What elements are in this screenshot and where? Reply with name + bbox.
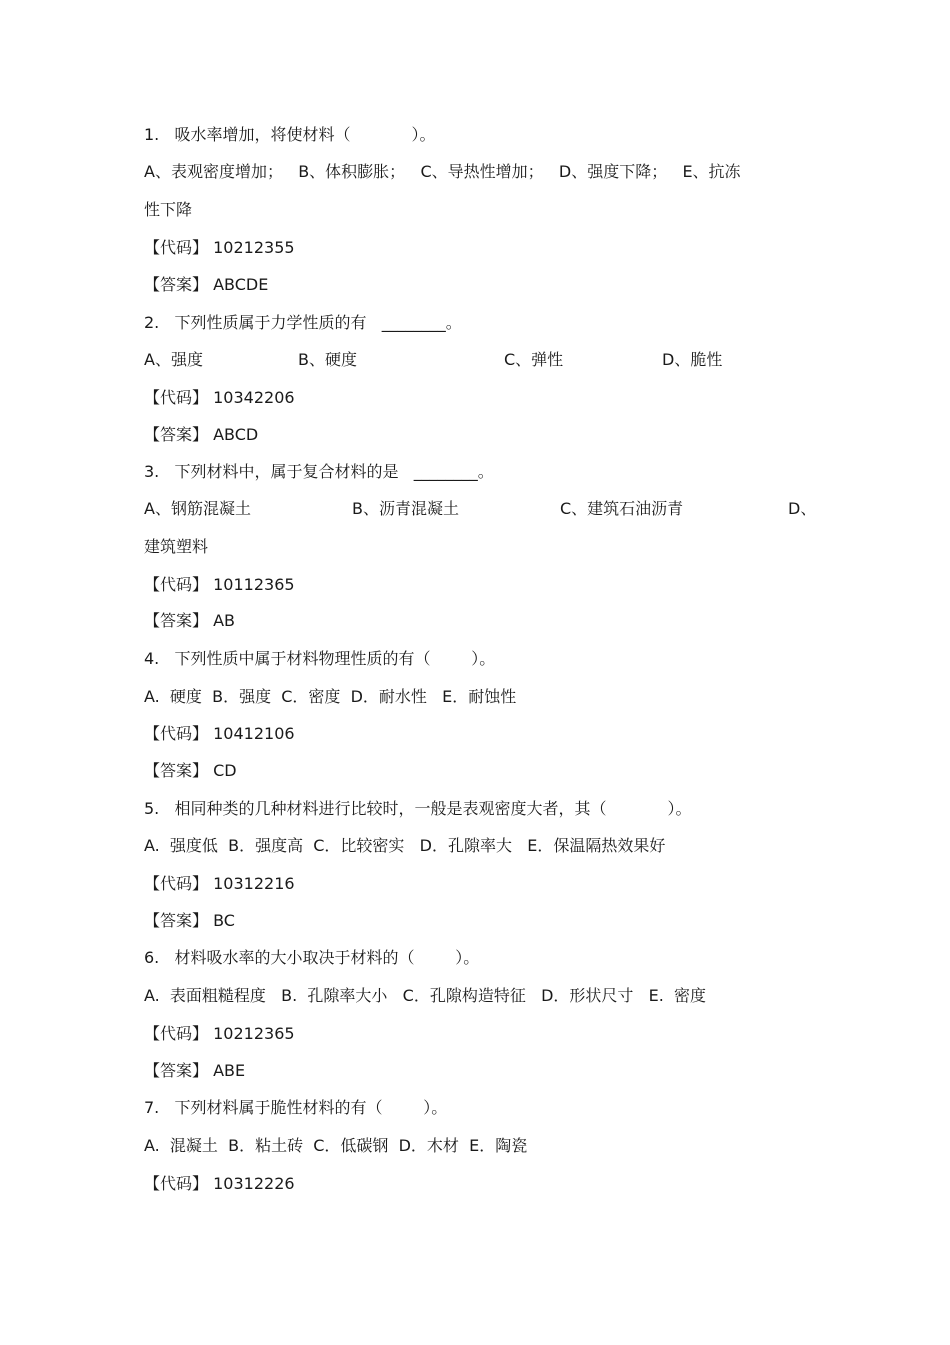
question-2-answer	[144, 422, 258, 448]
code-value: 10112365	[213, 575, 295, 594]
question-4-options: A. 硬度 B．强度 C．密度 D．耐水性 E．耐蚀性	[144, 687, 517, 706]
code-label: 【代码】	[144, 724, 209, 743]
code-label: 【代码】	[144, 575, 209, 594]
question-1-answer	[144, 272, 268, 298]
answer-value: BC	[213, 911, 235, 930]
code-label: 【代码】	[144, 238, 209, 257]
answer-label: 【答案】	[144, 425, 209, 444]
code-value: 10412106	[213, 724, 295, 743]
code-value: 10212365	[213, 1024, 295, 1043]
option-d: D、	[788, 499, 817, 518]
answer-value: AB	[213, 611, 236, 630]
question-6-stem: 6. 材料吸水率的大小取决于材料的（ ）。	[144, 948, 480, 967]
question-6-code	[144, 1021, 295, 1047]
question-3-options	[144, 496, 817, 522]
code-value: 10342206	[213, 388, 295, 407]
question-2-code	[144, 385, 295, 411]
code-value: 10212355	[213, 238, 295, 257]
option-d: D、脆性	[662, 350, 723, 369]
question-7-code	[144, 1171, 295, 1197]
code-label: 【代码】	[144, 874, 209, 893]
question-5-options: A. 强度低 B．强度高 C．比较密实 D．孔隙率大 E．保温隔热效果好	[144, 836, 666, 855]
option-c: C、建筑石油沥青	[560, 499, 684, 518]
answer-label: 【答案】	[144, 275, 209, 294]
question-5-code	[144, 871, 295, 897]
code-label: 【代码】	[144, 1024, 209, 1043]
code-value: 10312226	[213, 1174, 295, 1193]
question-4-code	[144, 721, 295, 747]
question-2-options	[144, 347, 804, 373]
question-1-options: A、表观密度增加； B、体积膨胀； C、导热性增加； D、强度下降； E、抗冻	[144, 162, 741, 181]
code-value: 10312216	[213, 874, 295, 893]
answer-value: ABE	[213, 1061, 246, 1080]
answer-label: 【答案】	[144, 761, 209, 780]
option-c: C、弹性	[504, 350, 564, 369]
answer-label: 【答案】	[144, 1061, 209, 1080]
code-label: 【代码】	[144, 388, 209, 407]
question-3-stem: 3. 下列材料中，属于复合材料的是 ________。	[144, 462, 494, 481]
answer-label: 【答案】	[144, 611, 209, 630]
question-1-stem: 1. 吸水率增加，将使材料（ ）。	[144, 125, 436, 144]
question-1-code	[144, 235, 295, 261]
question-4-stem: 4. 下列性质中属于材料物理性质的有（ ）。	[144, 649, 496, 668]
question-2-stem: 2. 下列性质属于力学性质的有 ________。	[144, 313, 462, 332]
question-7-options: A. 混凝土 B．粘土砖 C．低碳钢 D．木材 E．陶瓷	[144, 1136, 528, 1155]
question-4-answer	[144, 758, 237, 784]
question-3-answer	[144, 608, 235, 634]
answer-value: ABCDE	[213, 275, 269, 294]
question-5-answer	[144, 908, 235, 934]
answer-value: CD	[213, 761, 237, 780]
option-b: B、硬度	[298, 350, 357, 369]
question-7-stem: 7. 下列材料属于脆性材料的有（ ）。	[144, 1098, 448, 1117]
answer-value: ABCD	[213, 425, 259, 444]
question-6-options: A. 表面粗糙程度 B. 孔隙率大小 C．孔隙构造特征 D．形状尺寸 E. 密度	[144, 986, 707, 1005]
option-b: B、沥青混凝土	[352, 499, 459, 518]
question-3-code	[144, 572, 295, 598]
answer-label: 【答案】	[144, 911, 209, 930]
question-6-answer	[144, 1058, 245, 1084]
option-a: A、钢筋混凝土	[144, 499, 251, 518]
code-label: 【代码】	[144, 1174, 209, 1193]
option-a: A、强度	[144, 350, 203, 369]
question-5-stem: 5. 相同种类的几种材料进行比较时，一般是表观密度大者，其（ ）。	[144, 799, 692, 818]
question-3-options-cont: 建筑塑料	[144, 537, 209, 556]
question-1-options-cont: 性下降	[144, 200, 193, 219]
